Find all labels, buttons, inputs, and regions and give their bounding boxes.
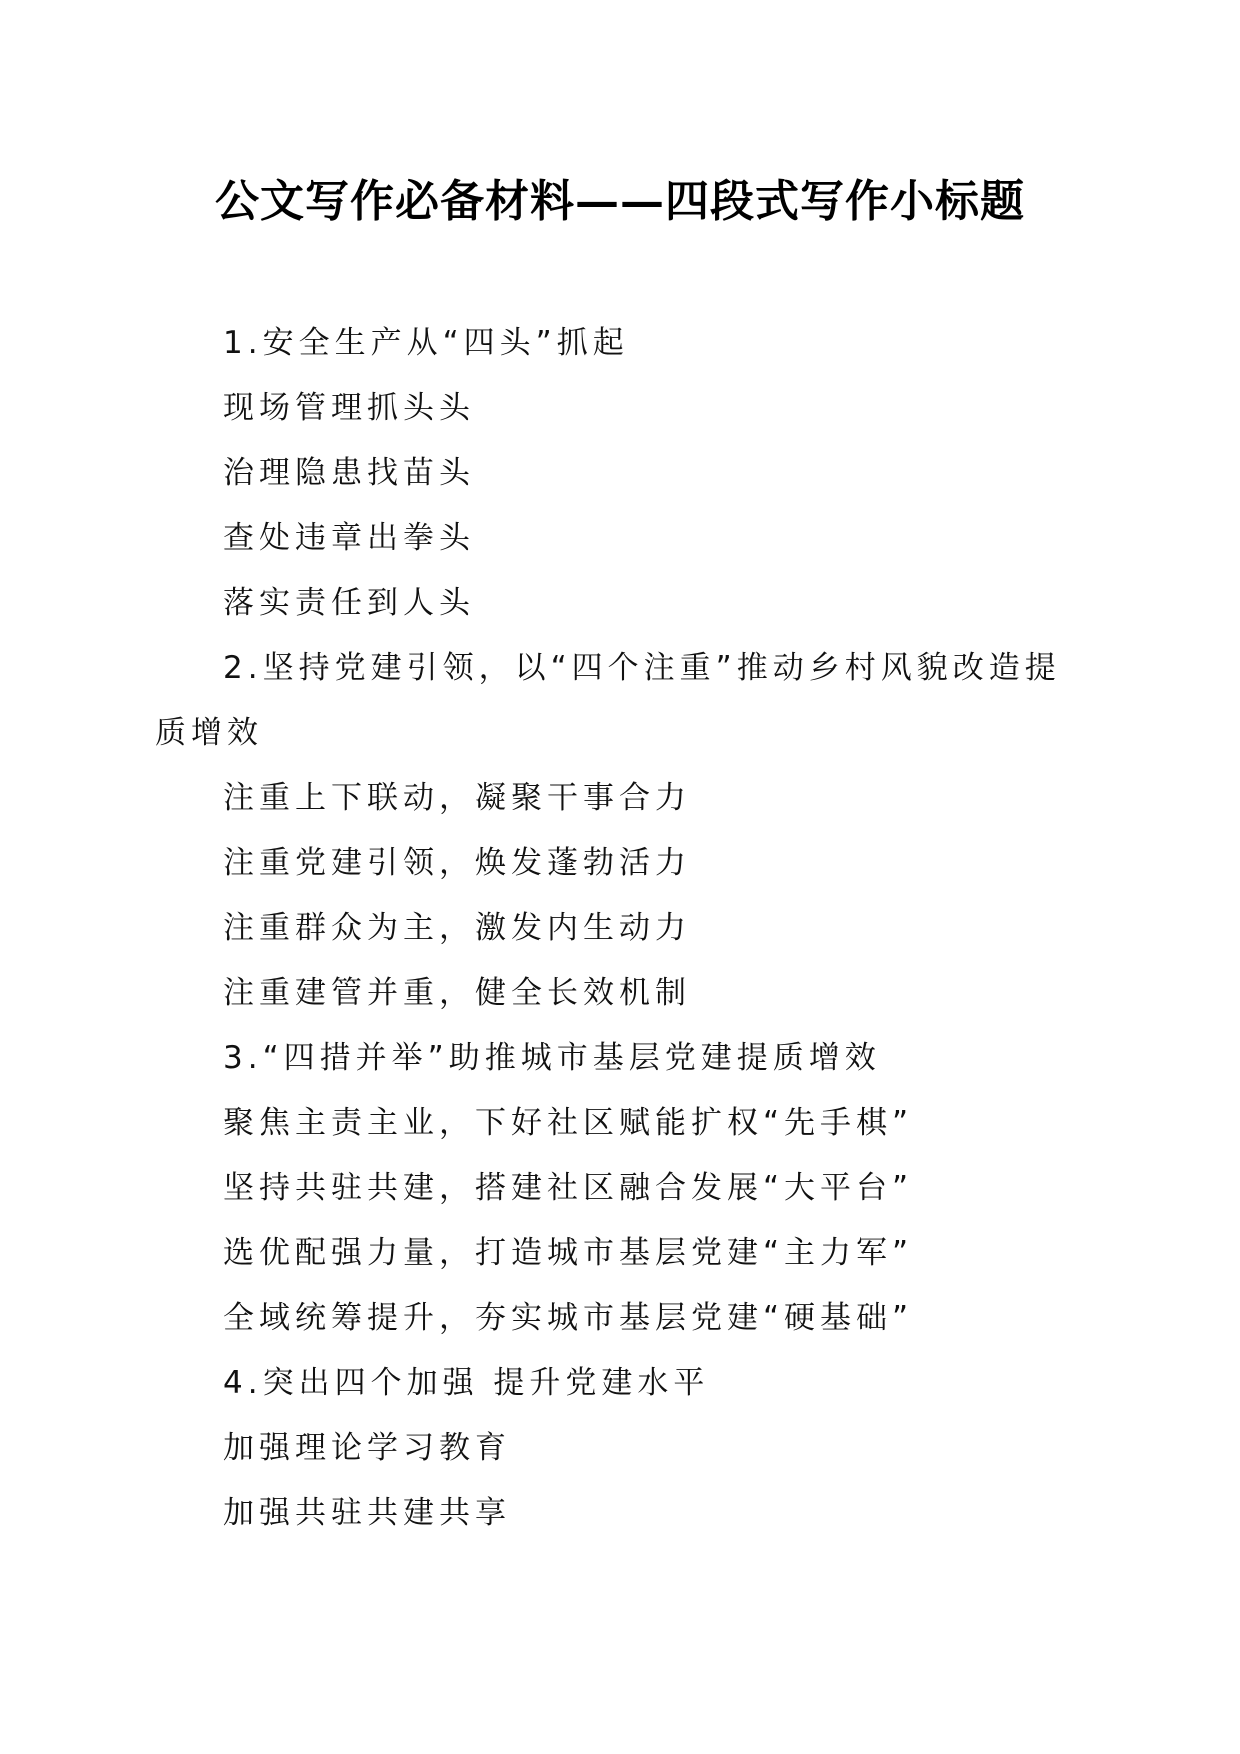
list-item: 全域统筹提升，夯实城市基层党建“硬基础” bbox=[223, 1300, 914, 1336]
list-item: 注重党建引领，焕发蓬勃活力 bbox=[223, 845, 691, 881]
list-item: 坚持共驻共建，搭建社区融合发展“大平台” bbox=[223, 1170, 914, 1206]
list-item: 治理隐患找苗头 bbox=[223, 455, 475, 491]
list-item: 选优配强力量，打造城市基层党建“主力军” bbox=[223, 1235, 914, 1271]
list-item: 注重群众为主，激发内生动力 bbox=[223, 910, 691, 946]
list-item: 查处违章出拳头 bbox=[223, 520, 475, 556]
list-item: 加强共驻共建共享 bbox=[223, 1495, 511, 1531]
list-item: 落实责任到人头 bbox=[223, 585, 475, 621]
document-body bbox=[155, 311, 1085, 1546]
section-heading: 1.安全生产从“四头”抓起 bbox=[223, 325, 629, 361]
list-item: 聚焦主责主业，下好社区赋能扩权“先手棋” bbox=[223, 1105, 914, 1141]
list-item: 加强理论学习教育 bbox=[223, 1430, 511, 1466]
section-heading: 2.坚持党建引领，以“四个注重”推动乡村风貌改造提质增效 bbox=[155, 650, 1061, 751]
section-heading: 3.“四措并举”助推城市基层党建提质增效 bbox=[223, 1040, 881, 1076]
list-item: 注重上下联动，凝聚干事合力 bbox=[223, 780, 691, 816]
document-title: 公文写作必备材料——四段式写作小标题 bbox=[215, 176, 1025, 227]
list-item: 现场管理抓头头 bbox=[223, 390, 475, 426]
list-item: 注重建管并重，健全长效机制 bbox=[223, 975, 691, 1011]
section-heading: 4.突出四个加强 提升党建水平 bbox=[223, 1365, 710, 1401]
